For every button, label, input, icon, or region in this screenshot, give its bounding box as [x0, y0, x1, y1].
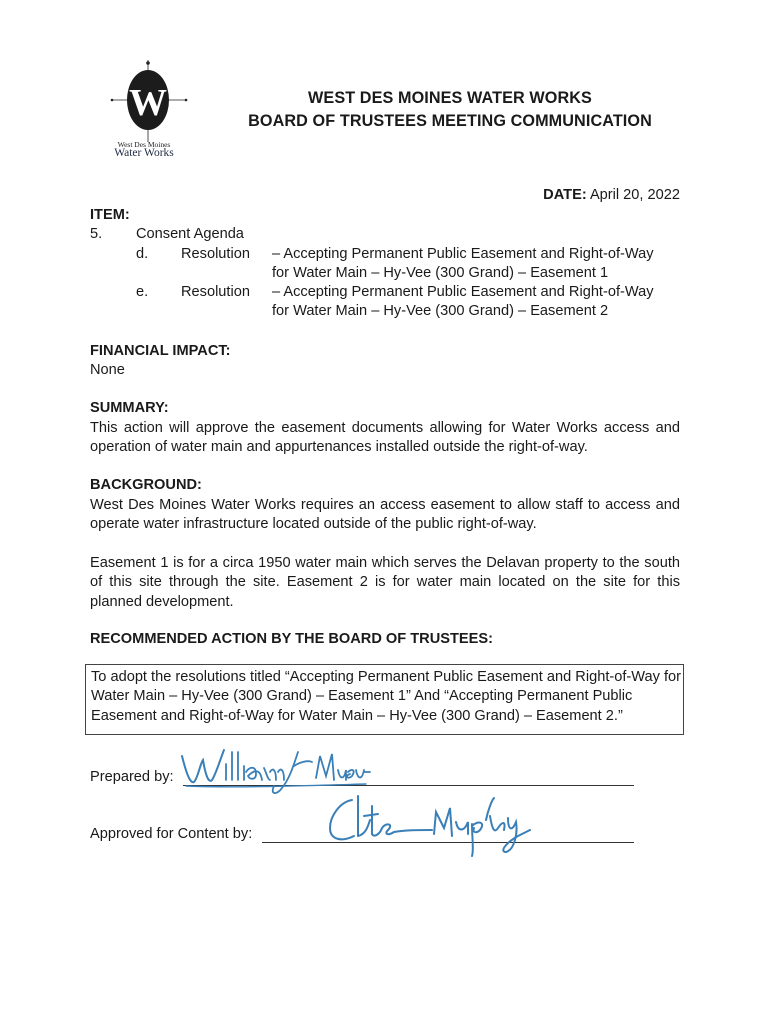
header-title-line2: BOARD OF TRUSTEES MEETING COMMUNICATION — [248, 112, 652, 130]
background-paragraph: West Des Moines Water Works requires an access easement to allow staff to access and operate water infrastructure located outside of the public right-of-way. — [90, 497, 680, 533]
background-paragraph: Easement 1 is for a circa 1950 water main which serves the Delavan property to the south of this site through the site. Easement 2 is for water main located on the site for this planned development. — [90, 555, 680, 610]
item-heading: ITEM: — [90, 207, 130, 223]
background-heading: BACKGROUND: — [90, 477, 202, 493]
approved-content-signature — [322, 790, 536, 860]
recommended-text: To adopt the resolutions titled “Accepting Permanent Public Easement and Right-of-Way for Water Main – Hy-Vee (300 Grand) – Easement 1” And “Accepting Permanent Public Easement and Right-of-Way for Water Main – Hy-Vee (300 Grand) – Easement 2.” — [91, 669, 681, 724]
item-entry-line2: for Water Main – Hy-Vee (300 Grand) – Easement 1 — [272, 265, 609, 281]
approved-by-label: Approved for Content by: — [90, 826, 253, 842]
item-entry-line1: – Accepting Permanent Public Easement and Right-of-Way — [272, 284, 654, 300]
item-entry-letter: e. — [136, 284, 149, 300]
prepared-by-label: Prepared by: — [90, 769, 174, 785]
financial-text: None — [90, 362, 125, 378]
item-entry-line2: for Water Main – Hy-Vee (300 Grand) – Easement 2 — [272, 303, 609, 319]
recommended-heading: RECOMMENDED ACTION BY THE BOARD OF TRUSTEES: — [90, 631, 493, 647]
date-row — [460, 187, 680, 203]
date-value: April 20, 2022 — [589, 187, 680, 203]
date-label: DATE: — [543, 187, 587, 203]
logo-name: Water Works — [114, 147, 174, 159]
item-entry-type: Resolution — [181, 284, 250, 300]
item-agenda: Consent Agenda — [136, 226, 244, 242]
item-number: 5. — [90, 226, 103, 242]
item-entry-line1: – Accepting Permanent Public Easement and Right-of-Way — [272, 246, 654, 262]
header-title-line1: WEST DES MOINES WATER WORKS — [308, 89, 592, 107]
logo-letter: W — [129, 82, 167, 124]
compass-dot — [111, 99, 114, 102]
logo-tagline: West Des Moines — [117, 140, 171, 149]
financial-heading: FINANCIAL IMPACT: — [90, 343, 231, 359]
compass-dot — [146, 61, 150, 65]
summary-text: This action will approve the easement documents allowing for Water Works access and operation of water main and appurtenances installed outside the right-of-way. — [90, 420, 680, 456]
item-entry-letter: d. — [136, 246, 149, 262]
item-entry-type: Resolution — [181, 246, 250, 262]
summary-heading: SUMMARY: — [90, 400, 169, 416]
